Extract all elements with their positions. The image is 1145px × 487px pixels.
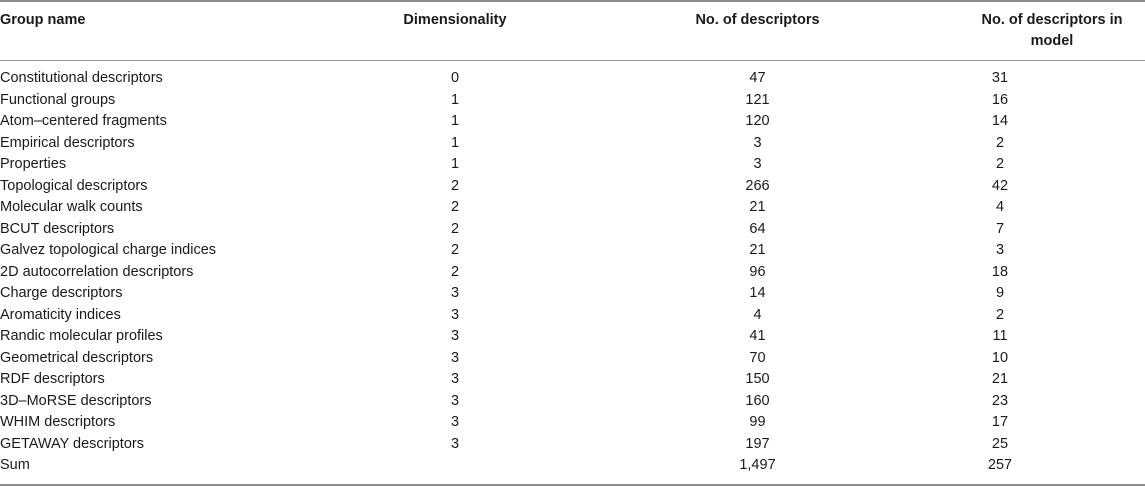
cell-no-of-descriptors: 96 xyxy=(749,263,766,280)
cell-no-of-descriptors-in-model: 11 xyxy=(992,328,1008,344)
cell-no-of-descriptors-in-model: 16 xyxy=(991,91,1009,108)
cell-no-of-descriptors-in-model: 23 xyxy=(991,392,1009,409)
cell-dimensionality: 1 xyxy=(450,113,460,129)
cell-no-of-descriptors-in-model: 17 xyxy=(991,414,1009,430)
cell-no-of-descriptors: 1,497 xyxy=(739,457,776,473)
cell-group-name: Functional groups xyxy=(0,91,116,108)
table-row xyxy=(0,391,1145,413)
cell-group-name: Aromaticity indices xyxy=(0,306,121,323)
cell-no-of-descriptors-in-model: 21 xyxy=(991,371,1009,387)
cell-dimensionality: 2 xyxy=(450,220,460,237)
cell-no-of-descriptors: 70 xyxy=(749,349,766,366)
cell-no-of-descriptors-in-model: 42 xyxy=(991,177,1009,194)
table-header-row xyxy=(0,0,1145,60)
cell-no-of-descriptors-in-model: 7 xyxy=(995,220,1005,237)
cell-no-of-descriptors: 120 xyxy=(745,113,770,129)
cell-dimensionality: 3 xyxy=(450,328,460,344)
cell-no-of-descriptors: 150 xyxy=(745,371,770,387)
table-row xyxy=(0,240,1145,262)
cell-dimensionality: 3 xyxy=(450,306,460,323)
cell-dimensionality: 3 xyxy=(450,349,460,366)
cell-no-of-descriptors-in-model: 18 xyxy=(991,263,1009,280)
cell-no-of-descriptors: 21 xyxy=(749,199,766,215)
cell-dimensionality: 3 xyxy=(450,435,460,452)
table-row xyxy=(0,283,1145,305)
cell-dimensionality: 2 xyxy=(450,263,460,280)
cell-dimensionality: 2 xyxy=(450,177,460,194)
table-row xyxy=(0,262,1145,284)
cell-no-of-descriptors: 3 xyxy=(753,134,762,151)
cell-group-name: Geometrical descriptors xyxy=(0,349,154,366)
cell-no-of-descriptors: 121 xyxy=(745,91,770,108)
cell-dimensionality: 2 xyxy=(450,242,460,258)
table-row xyxy=(0,434,1145,456)
cell-no-of-descriptors-in-model: 257 xyxy=(987,457,1013,473)
cell-group-name: Empirical descriptors xyxy=(0,134,135,151)
cell-dimensionality: 3 xyxy=(450,285,460,301)
cell-group-name: Charge descriptors xyxy=(0,285,123,301)
cell-dimensionality: 0 xyxy=(450,70,460,86)
cell-no-of-descriptors: 41 xyxy=(749,328,766,344)
cell-dimensionality: 3 xyxy=(450,371,460,387)
table-bottom-rule xyxy=(0,484,1145,486)
cell-no-of-descriptors: 99 xyxy=(749,414,766,430)
table-row xyxy=(0,326,1145,348)
table-row xyxy=(0,90,1145,112)
cell-no-of-descriptors-in-model: 25 xyxy=(991,435,1009,452)
cell-no-of-descriptors-in-model: 4 xyxy=(995,199,1005,215)
cell-dimensionality: 3 xyxy=(450,392,460,409)
header-no-of-descriptors-in-model: No. of descriptors in model xyxy=(981,12,1123,49)
cell-dimensionality xyxy=(250,455,660,477)
cell-no-of-descriptors-in-model: 14 xyxy=(991,113,1009,129)
cell-group-name: BCUT descriptors xyxy=(0,220,115,237)
table-row xyxy=(0,133,1145,155)
cell-group-name: Galvez topological charge indices xyxy=(0,242,217,258)
cell-dimensionality: 1 xyxy=(450,134,460,151)
cell-group-name: 3D–MoRSE descriptors xyxy=(0,392,152,409)
cell-dimensionality: 3 xyxy=(450,414,460,430)
table-row xyxy=(0,369,1145,391)
cell-no-of-descriptors: 160 xyxy=(745,392,770,409)
cell-group-name: Topological descriptors xyxy=(0,177,148,194)
table-row xyxy=(0,197,1145,219)
header-group-name: Group name xyxy=(0,12,86,28)
cell-group-name: GETAWAY descriptors xyxy=(0,435,144,452)
cell-no-of-descriptors: 4 xyxy=(753,306,762,323)
cell-no-of-descriptors: 3 xyxy=(753,156,762,172)
table-row xyxy=(0,154,1145,176)
table-row xyxy=(0,412,1145,434)
cell-no-of-descriptors-in-model: 31 xyxy=(991,70,1009,86)
cell-group-name: Constitutional descriptors xyxy=(0,70,163,86)
table-row xyxy=(0,305,1145,327)
cell-group-name: 2D autocorrelation descriptors xyxy=(0,263,194,280)
cell-no-of-descriptors: 14 xyxy=(749,285,766,301)
table-row xyxy=(0,68,1145,90)
header-no-of-descriptors: No. of descriptors xyxy=(695,12,820,28)
table-body xyxy=(0,60,1145,477)
cell-no-of-descriptors-in-model: 3 xyxy=(995,242,1005,258)
table-row xyxy=(0,348,1145,370)
cell-dimensionality: 1 xyxy=(450,156,460,172)
table-row xyxy=(0,219,1145,241)
cell-no-of-descriptors-in-model: 10 xyxy=(991,349,1009,366)
cell-no-of-descriptors: 266 xyxy=(745,177,770,194)
cell-no-of-descriptors-in-model: 2 xyxy=(995,306,1005,323)
table-row xyxy=(0,176,1145,198)
table-row xyxy=(0,455,1145,477)
cell-group-name: WHIM descriptors xyxy=(0,414,116,430)
header-dimensionality: Dimensionality xyxy=(403,12,507,28)
cell-dimensionality: 1 xyxy=(450,91,460,108)
cell-dimensionality: 2 xyxy=(450,199,460,215)
table-row xyxy=(0,111,1145,133)
cell-group-name: Sum xyxy=(0,457,30,473)
cell-group-name: RDF descriptors xyxy=(0,371,105,387)
cell-no-of-descriptors: 21 xyxy=(749,242,766,258)
cell-no-of-descriptors-in-model: 2 xyxy=(995,134,1005,151)
cell-group-name: Properties xyxy=(0,156,67,172)
cell-no-of-descriptors-in-model: 2 xyxy=(995,156,1005,172)
cell-no-of-descriptors: 47 xyxy=(749,70,766,86)
cell-no-of-descriptors-in-model: 9 xyxy=(995,285,1005,301)
cell-no-of-descriptors: 64 xyxy=(749,220,766,237)
cell-group-name: Atom–centered fragments xyxy=(0,113,167,129)
cell-no-of-descriptors: 197 xyxy=(745,435,770,452)
cell-group-name: Randic molecular profiles xyxy=(0,328,163,344)
cell-group-name: Molecular walk counts xyxy=(0,199,143,215)
